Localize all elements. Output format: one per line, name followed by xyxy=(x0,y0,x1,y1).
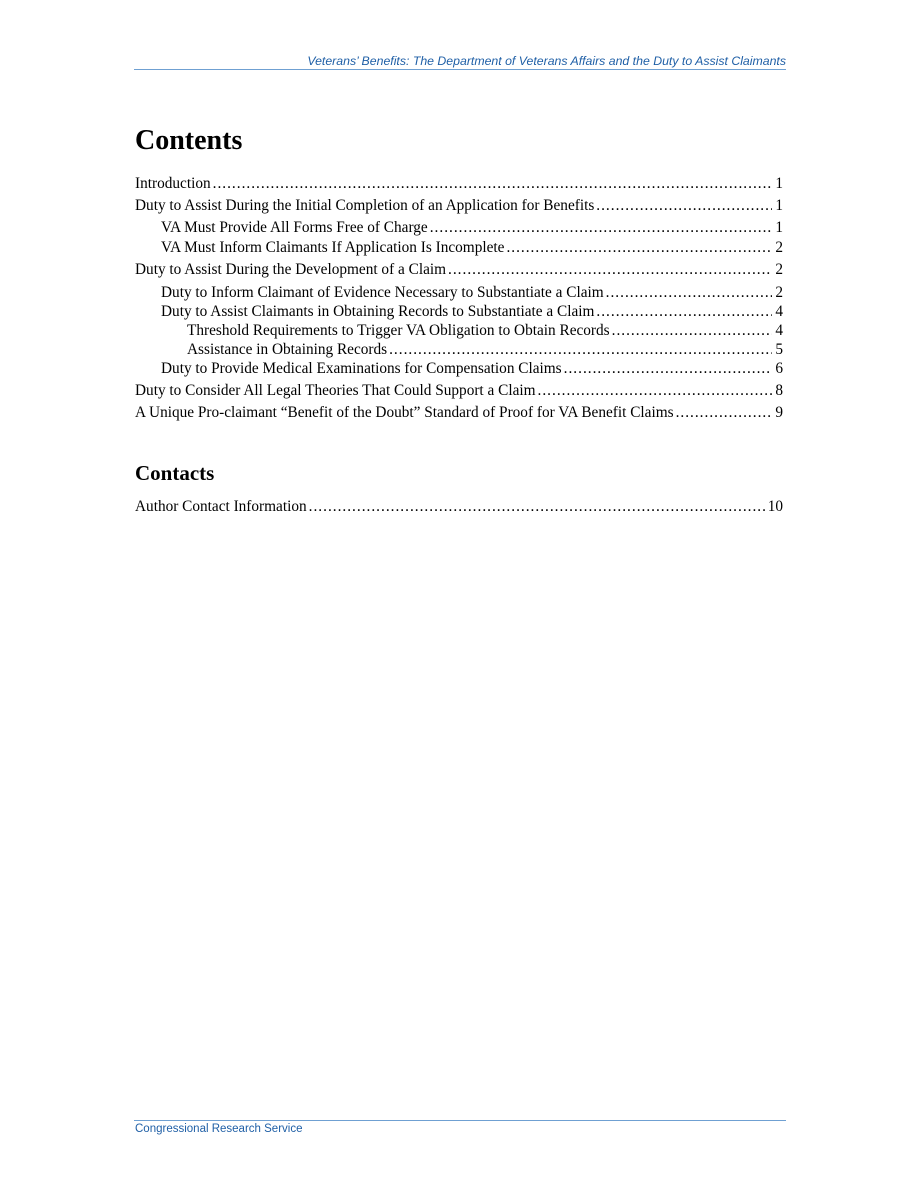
toc-entry-title: A Unique Pro-claimant “Benefit of the Doubt” Standard of Proof for VA Benefit Claims xyxy=(135,404,674,421)
contents-heading: Contents xyxy=(135,125,243,156)
header-divider xyxy=(134,69,786,70)
toc-dot-leader xyxy=(538,381,773,401)
toc-entry-benefit-of-doubt[interactable] xyxy=(135,403,783,423)
toc-entry-duty-initial-application[interactable] xyxy=(135,196,783,216)
toc-page-number: 1 xyxy=(775,197,783,214)
toc-dot-leader xyxy=(213,174,773,194)
toc-entry-duty-obtaining-records[interactable] xyxy=(161,302,783,322)
toc-page-number: 10 xyxy=(767,498,783,515)
toc-entry-duty-inform-evidence[interactable] xyxy=(161,283,783,303)
toc-entry-threshold-requirements[interactable] xyxy=(187,321,783,341)
toc-entry-medical-examinations[interactable] xyxy=(161,359,783,379)
toc-entry-title: Duty to Inform Claimant of Evidence Necessary to Substantiate a Claim xyxy=(161,284,604,301)
footer-divider xyxy=(134,1120,786,1121)
toc-entry-title: Duty to Provide Medical Examinations for Compensation Claims xyxy=(161,360,562,377)
footer-publisher: Congressional Research Service xyxy=(135,1123,303,1135)
toc-page-number: 6 xyxy=(775,360,783,377)
toc-page-number: 2 xyxy=(775,284,783,301)
toc-entry-title: Duty to Assist Claimants in Obtaining Records to Substantiate a Claim xyxy=(161,303,595,320)
toc-dot-leader xyxy=(564,359,773,379)
toc-entry-title: VA Must Provide All Forms Free of Charge xyxy=(161,219,428,236)
toc-entry-title: VA Must Inform Claimants If Application Is Incomplete xyxy=(161,239,505,256)
toc-entry-title: Introduction xyxy=(135,175,211,192)
toc-entry-assistance-obtaining-records[interactable] xyxy=(187,340,783,360)
toc-entry-title: Threshold Requirements to Trigger VA Obligation to Obtain Records xyxy=(187,322,610,339)
toc-page-number: 9 xyxy=(775,404,783,421)
toc-entry-title: Duty to Assist During the Development of a Claim xyxy=(135,261,447,278)
toc-page-number: 2 xyxy=(775,239,783,256)
contacts-heading: Contacts xyxy=(135,461,215,485)
toc-dot-leader xyxy=(430,218,773,238)
toc-dot-leader xyxy=(676,403,773,423)
toc-dot-leader xyxy=(612,321,773,341)
toc-dot-leader xyxy=(606,283,773,303)
toc-entry-forms-free-of-charge[interactable] xyxy=(161,218,783,238)
running-header: Veterans’ Benefits: The Department of Veterans Affairs and the Duty to Assist Claimants xyxy=(307,54,786,68)
toc-entry-introduction[interactable] xyxy=(135,174,783,194)
toc-entry-legal-theories[interactable] xyxy=(135,381,783,401)
toc-dot-leader xyxy=(596,196,772,216)
toc-entry-title: Duty to Assist During the Initial Completion of an Application for Benefits xyxy=(135,197,595,214)
toc-entry-inform-incomplete[interactable] xyxy=(161,238,783,258)
toc-dot-leader xyxy=(506,238,772,258)
toc-page-number: 4 xyxy=(775,303,783,320)
toc-entry-title: Assistance in Obtaining Records xyxy=(187,341,388,358)
toc-entry-author-contact[interactable] xyxy=(135,497,783,517)
toc-dot-leader xyxy=(448,260,772,280)
toc-entry-title: Author Contact Information xyxy=(135,498,307,515)
toc-page-number: 4 xyxy=(775,322,783,339)
toc-dot-leader xyxy=(309,497,765,517)
toc-entry-title: Duty to Consider All Legal Theories That Could Support a Claim xyxy=(135,382,536,399)
toc-page-number: 5 xyxy=(775,341,783,358)
toc-page-number: 8 xyxy=(775,382,783,399)
toc-page-number: 1 xyxy=(775,219,783,236)
toc-entry-duty-development[interactable] xyxy=(135,260,783,280)
toc-page-number: 2 xyxy=(775,261,783,278)
toc-page-number: 1 xyxy=(775,175,783,192)
toc-dot-leader xyxy=(389,340,772,360)
toc-dot-leader xyxy=(596,302,772,322)
